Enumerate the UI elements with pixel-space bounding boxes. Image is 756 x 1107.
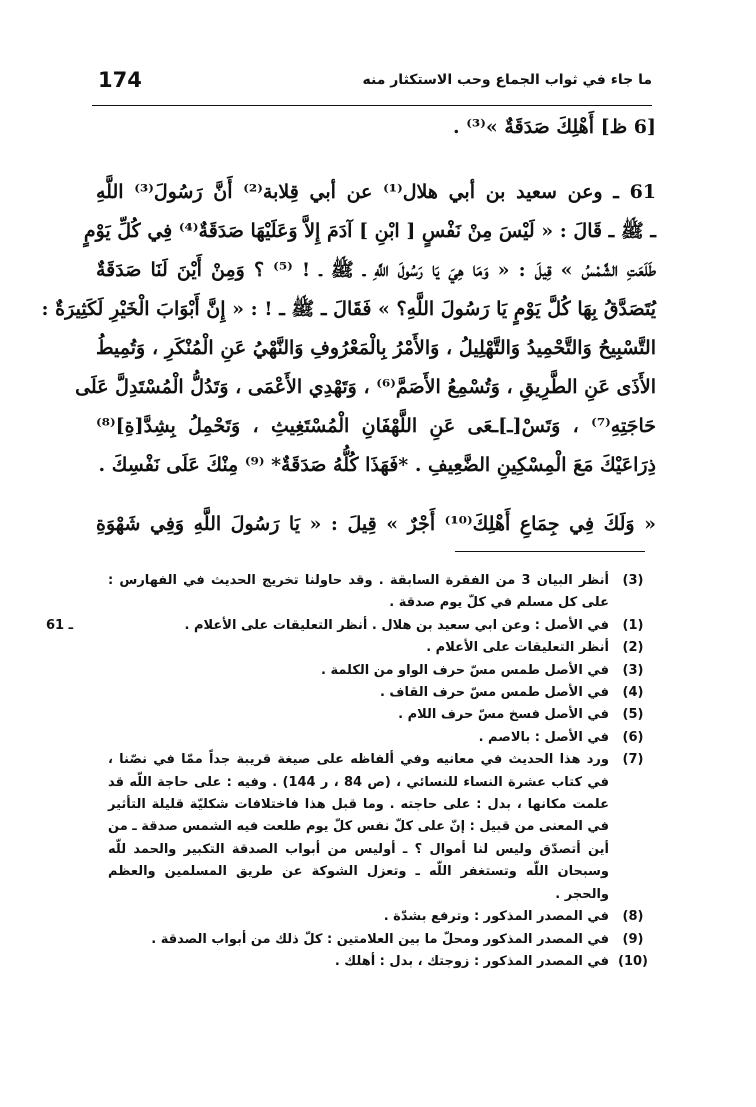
footnote-text: في الأصل طمس مسّ حرف القاف . (379, 685, 609, 701)
footnote (108, 637, 653, 659)
footnote-number: (4) (622, 685, 644, 701)
footnote-number: (3) (622, 662, 644, 678)
footnote-number: (2) (622, 640, 644, 656)
footnote-number: (7) (622, 752, 644, 768)
footnote (108, 929, 653, 951)
header-rule (92, 105, 652, 106)
footnote-text: أنظر التعليقات على الأعلام . (426, 640, 609, 656)
body-line: الأَذَى عَنِ الطَّرِيقِ ، وَتُسْمِعُ الأَصَمَّ⁽⁶⁾ ، وَتَهْدِي الأَعْمَى ، وَتَدُلُّ الْمُسْتَدِلَّ عَلَى (75, 376, 656, 398)
footnote (108, 660, 653, 682)
footnote-text: في الأصل : وعن ابي سعيد بن هلال . أنظر التعليقات على الأعلام . (184, 617, 609, 633)
footnotes (46, 570, 653, 973)
footnote (108, 749, 653, 906)
body-line: ـ ﷺ ـ قَالَ : « لَيْسَ مِنْ نَفْسٍ [ ابْنِ ] آدَمَ إِلاَّ وَعَلَيْهَا صَدَقَةٌ⁽⁴⁾ فِي كُلِّ يَوْمٍ (83, 220, 656, 242)
footnote (108, 682, 653, 704)
footnote-text: في الأصل : بالاصم . (478, 729, 609, 745)
body-line: 61 ـ وعن سعيد بن أبي هلال⁽¹⁾ عن أبي قِلابة⁽²⁾ أَنَّ رَسُولَ⁽³⁾ اللَّهِ (96, 181, 657, 203)
footnote-text: في المصدر المذكور : وترفع بشدّة . (383, 909, 609, 925)
footnote-text: في المصدر المذكور ومحلّ ما بين العلامتين : كلّ ذلك من أبواب الصدقة . (151, 931, 609, 947)
footnote-text: أنظر البيان 3 من الفقرة السابقة . وقد حاولنا تخريج الحديث في الفهارس : على كل مسلم في كلّ يوم صدقة . (108, 573, 609, 611)
footnote (108, 951, 653, 973)
footnote (108, 704, 653, 726)
footnote-number: (5) (622, 707, 644, 723)
footnote-number: (1) (622, 617, 644, 633)
body-line: حَاجَتِهِ⁽⁷⁾ ، وَتَسْ[ـ]ـعَى عَنِ اللَّهْفَانِ الْمُسْتَغِيثِ ، وَتَحْمِلُ بِشِدَّ[ةِ]⁽⁸⁾ (96, 415, 656, 437)
main-text (41, 108, 657, 544)
running-title: ما جاء في ثواب الجماع وحب الاستكثار منه (362, 72, 652, 88)
footnote-number: (10) (618, 953, 648, 969)
footnote (108, 906, 653, 928)
footnote (46, 615, 653, 637)
footnote-text: ورد هذا الحديث في معانيه وفي ألفاظه على صيغة قريبة جداً ممّا في نصّنا ، في كتاب عشرة النساء للنسائي ، (ص 84 ، ر 144) . وفيه : على حاجة اللّه قد علمت مكانها ، بدل : على حاجته . وما قبل هذا فاختلافات شكليّة قليلة التأثير في المعنى من قبيل : إنّ على كلّ نفس كلّ يوم طلعت فيه الشمس صدقة ـ من أين أتصدّق وليس لنا أموال ؟ ـ أوليس من أبواب الصدقة التكبير والحمد للّه وسبحان اللّه وتستغفر اللّه ـ وتعزل الشوكة عن طريق المسلمين والعظم والحجر . (108, 752, 610, 902)
footnote-text: في الأصل طمس مسّ حرف الواو من الكلمة . (320, 662, 609, 678)
body-line: التَّسْبِيحُ وَالتَّحْمِيدُ وَالتَّهْلِيلُ ، وَالأَمْرُ بِالْمَعْرُوفِ وَالنَّهْيُ عَنِ الْمُنْكَرِ ، وَتُمِيطُ (96, 337, 656, 359)
footnote-number: (8) (622, 909, 644, 925)
footnote-separator (455, 551, 645, 552)
body-line: ذِرَاعَيْكَ مَعَ الْمِسْكِينِ الضَّعِيفِ . *فَهَذَا كُلُّهُ صَدَقَةٌ* ⁽⁹⁾ مِنْكَ عَلَى نَفْسِكَ . (98, 454, 656, 476)
body-line: « وَلَكَ فِي جِمَاعِ أَهْلِكَ⁽¹⁰⁾ أَجْرٌ » قِيلَ : « يَا رَسُولَ اللَّهِ وَفِي شَهْوَةِ (96, 513, 656, 535)
body-line: طَلَعَتِ الشَّمْسُ » قِيلَ : « وَمَا هِيَ يَا رَسُولَ اللَّهِ ـ ﷺ ـ ! ⁽⁵⁾ ؟ وَمِنْ أَيْنَ لَنَا صَدَقَةٌ (96, 259, 656, 281)
footnote-number: (3) (622, 573, 644, 588)
page-number: 174 (98, 68, 142, 92)
footnote-text: في الأصل فسخ مسّ حرف اللام . (398, 707, 609, 723)
footnote-number: (9) (622, 931, 644, 947)
footnote (108, 727, 653, 749)
footnote (108, 570, 653, 615)
page-header (92, 66, 652, 106)
body-line: يُتَصَدَّقُ بِهَا كُلَّ يَوْمٍ يَا رَسُولَ اللَّهِ؟ » فَقَالَ ـ ﷺ ـ ! : « إِنَّ أَبْوَابَ الْخَيْرِ لَكَثِيرَةٌ : (41, 298, 656, 320)
footnote-group-label: 61 ـ (46, 617, 74, 633)
body-line: [6 ظ] أَهْلِكَ صَدَقَةٌ »⁽³⁾ . (453, 116, 656, 138)
footnote-number: (6) (622, 729, 644, 745)
footnote-text: في المصدر المذكور : زوجتك ، بدل : أهلك . (334, 953, 609, 969)
